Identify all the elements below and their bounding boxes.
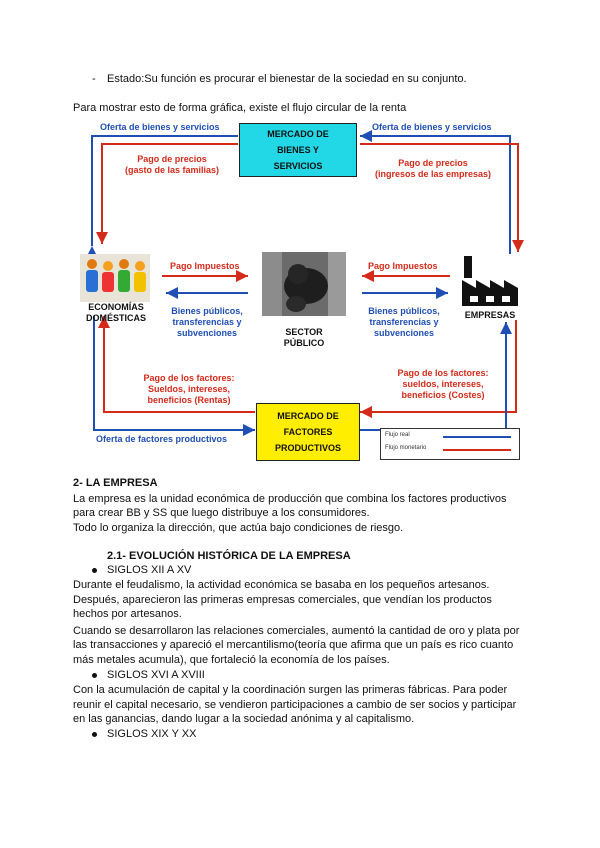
pago-precios-right-line1: Pago de precios: [398, 158, 468, 168]
estado-dash: -: [92, 73, 96, 85]
bienes-publicos-right-line3: subvenciones: [373, 328, 435, 338]
empresas-picture: [460, 254, 526, 308]
sector-line1: SECTOR: [285, 327, 323, 337]
s21-l5: las transacciones y apareció el mercantilismo(teoría que afirma que un país es rico cuanto: [73, 639, 514, 651]
pago-factores-left-line1: Pago de los factores:: [143, 373, 235, 383]
bienes-publicos-left-line2: transferencias y: [172, 317, 242, 327]
bullet-siglos-xvi: [92, 668, 205, 682]
s21-l6: más metales acumula), que fortaleció la economía de los países.: [73, 654, 390, 666]
oferta-factores: Oferta de factores productivos: [96, 434, 228, 444]
section2-p2: Todo lo organiza la dirección, que actúa bajo condiciones de riesgo.: [73, 522, 404, 534]
bullet-siglos-xii: [92, 563, 191, 577]
mercado-factores-line3: PRODUCTIVOS: [274, 443, 341, 453]
estado-line: Estado:Su función es procurar el bienestar de la sociedad en su conjunto.: [107, 73, 467, 85]
pago-precios-right-line2: (ingresos de las empresas): [374, 169, 492, 179]
sector-publico-picture: [262, 252, 346, 316]
s21-l8: reunir el capital necesario, se vendieron participaciones a cambio de ser socios y participar: [73, 699, 517, 711]
bienes-publicos-right: [358, 306, 450, 339]
oferta-bienes-left: Oferta de bienes y servicios: [100, 122, 220, 132]
pago-precios-right: [368, 158, 498, 180]
bullet-siglos-xix-text: SIGLOS XIX Y XX: [107, 728, 197, 740]
circular-flow-diagram: [70, 116, 530, 462]
lion-statue-icon: [262, 252, 346, 316]
pago-impuestos-right: Pago Impuestos: [368, 261, 438, 271]
bullet-siglos-xix: [92, 727, 196, 741]
s21-l1: Durante el feudalismo, la actividad económica se basaba en los pequeños artesanos.: [73, 579, 490, 591]
family-figures-icon: [80, 254, 150, 302]
legend: [380, 428, 520, 460]
legend-flujo-real: Flujo real: [385, 432, 410, 438]
legend-blue-line: [443, 436, 511, 438]
factory-icon: [460, 254, 526, 308]
pago-factores-right-line2: sueldos, intereses,: [402, 379, 484, 389]
mercado-factores-box: [256, 403, 360, 461]
flow-intro: Para mostrar esto de forma gráfica, existe el flujo circular de la renta: [73, 102, 407, 114]
pago-precios-left-line2: (gasto de las familias): [124, 165, 220, 175]
mercado-bienes-line2: BIENES Y: [277, 145, 319, 155]
mercado-bienes-line3: SERVICIOS: [273, 161, 323, 171]
economias-label: [76, 302, 156, 324]
s21-l7: Con la acumulación de capital y la coordinación surgen las primeras fábricas. Para poder: [73, 684, 508, 696]
pago-factores-left: [130, 373, 248, 406]
empresas-label: EMPRESAS: [464, 310, 516, 320]
bienes-publicos-left-line1: Bienes públicos,: [171, 306, 243, 316]
sector-publico-label: [262, 327, 346, 349]
bienes-publicos-right-line1: Bienes públicos,: [368, 306, 440, 316]
s21-l2: Después, aparecieron las primeras empresas comerciales, que vendían los productos: [73, 594, 492, 606]
legend-flujo-monetario: Flujo monetario: [385, 445, 427, 451]
oferta-bienes-right: Oferta de bienes y servicios: [372, 122, 492, 132]
pago-impuestos-left: Pago Impuestos: [170, 261, 240, 271]
bullet-siglos-xii-text: SIGLOS XII A XV: [107, 564, 192, 576]
mercado-factores-line2: FACTORES: [283, 427, 333, 437]
s21-l4: Cuando se desarrollaron las relaciones comerciales, aumentó la cantidad de oro y plata por: [73, 625, 520, 637]
bullet-dot: [92, 568, 97, 573]
pago-factores-left-line2: Sueldos, intereses,: [147, 384, 231, 394]
pago-factores-right-line1: Pago de los factores:: [397, 368, 489, 378]
pago-precios-left: [112, 154, 232, 176]
s21-l9: en las ganancias, dando lugar a la sociedad anónima y al capitalismo.: [73, 713, 415, 725]
pago-factores-left-line3: beneficios (Rentas): [147, 395, 231, 405]
bullet-dot: [92, 732, 97, 737]
sector-line2: PÚBLICO: [283, 338, 325, 348]
bienes-publicos-left-line3: subvenciones: [176, 328, 238, 338]
legend-red-line: [443, 449, 511, 451]
economias-line1: ECONOMÍAS: [88, 302, 144, 312]
pago-factores-right-line3: beneficios (Costes): [401, 390, 485, 400]
economias-line2: DOMÉSTICAS: [85, 313, 146, 323]
economias-picture: [80, 254, 150, 302]
mercado-bienes-box: [239, 123, 357, 177]
bullet-dot: [92, 673, 97, 678]
section2-p1-l1: La empresa es la unidad económica de producción que combina los factores productivos: [73, 493, 507, 505]
section21-heading: 2.1- EVOLUCIÓN HISTÓRICA DE LA EMPRESA: [107, 550, 351, 562]
mercado-bienes-line1: MERCADO DE: [267, 129, 329, 139]
bullet-siglos-xvi-text: SIGLOS XVI A XVIII: [107, 669, 205, 681]
mercado-factores-line1: MERCADO DE: [277, 411, 339, 421]
pago-precios-left-line1: Pago de precios: [137, 154, 207, 164]
section2-heading: 2- LA EMPRESA: [73, 477, 158, 489]
s21-l3: hechos por artesanos.: [73, 608, 182, 620]
arrow-oferta-bienes-left: [92, 136, 238, 246]
bienes-publicos-left: [162, 306, 252, 339]
arrow-oferta-bienes-right: [360, 136, 510, 256]
bienes-publicos-right-line2: transferencias y: [369, 317, 439, 327]
pago-factores-right: [388, 368, 498, 401]
section2-p1-l2: para crear BB y SS que luego distribuye a los consumidores.: [73, 507, 370, 519]
